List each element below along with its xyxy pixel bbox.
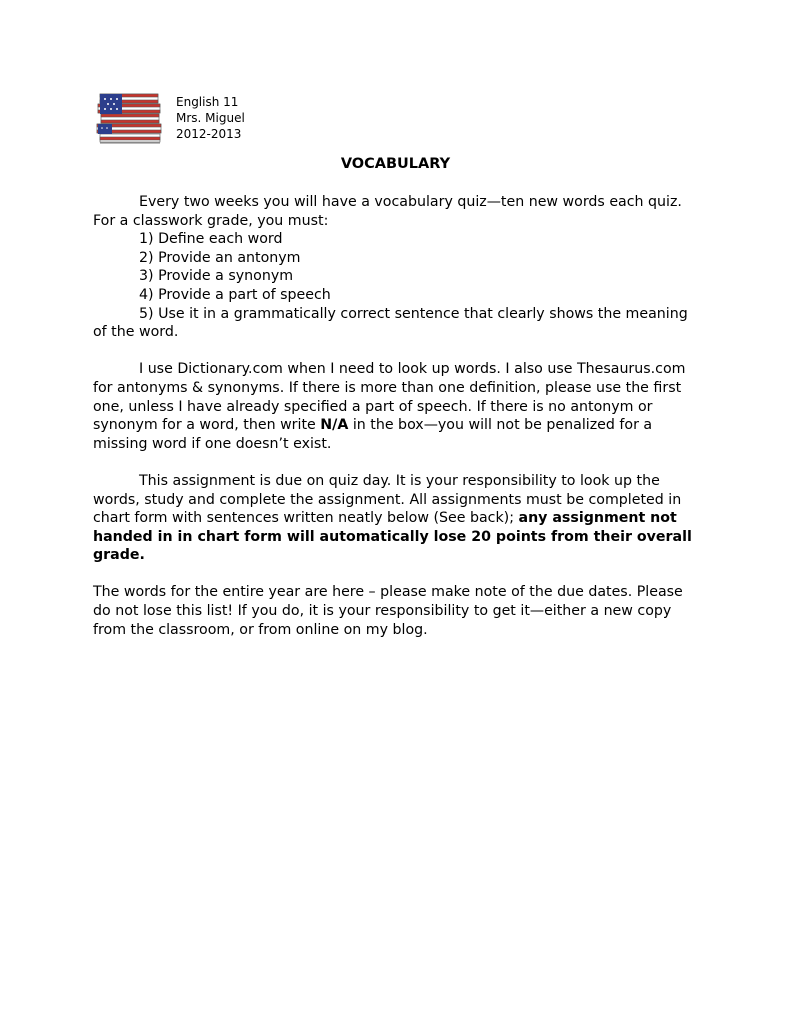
list-item: 4) Provide a part of speech xyxy=(139,286,331,303)
teacher-name: Mrs. Miguel xyxy=(176,111,245,125)
course-name: English 11 xyxy=(176,95,239,109)
list-item: 3) Provide a synonym xyxy=(139,268,294,285)
resources-text-part1: I use Dictionary.com when I need to look up words. I also use Thesaurus.com for antonyms & synonyms. If there is more than one definition, please use the first one, unless I have already specified a part of speech. If there is no antonym or synonym for a word, then write xyxy=(93,361,686,434)
flag-books-icon xyxy=(96,90,166,146)
due-date-text: This assignment is due on quiz day. It is your responsibility to look up the words, study and complete the assignment. All assignments must be completed in chart form with sentences written neatly below (See back); xyxy=(93,472,682,527)
na-emphasis: N/A xyxy=(320,417,349,434)
due-date-paragraph xyxy=(93,472,703,565)
list-item: 2) Provide an antonym xyxy=(139,249,301,266)
word-list-paragraph: The words for the entire year are here – please make note of the due dates. Please do not lose this list! If you do, it is your responsibility to get it—either a new copy from the classroom, or from online on my blog. xyxy=(93,584,683,638)
school-year: 2012-2013 xyxy=(176,127,242,141)
requirements-list xyxy=(93,230,703,342)
list-item: 1) Define each word xyxy=(139,231,283,248)
intro-paragraph: Every two weeks you will have a vocabulary quiz—ten new words each quiz. For a classwork grade, you must: xyxy=(93,194,682,229)
resources-paragraph xyxy=(93,360,703,453)
penalty-warning: any assignment not handed in in chart form will automatically lose 20 points from their overall grade. xyxy=(93,510,692,564)
list-item: 5) Use it in a grammatically correct sentence that clearly shows the meaning of the word. xyxy=(93,305,688,341)
resources-text-part2: in the box—you will not be penalized for a missing word if one doesn’t exist. xyxy=(93,417,653,452)
page-title: VOCABULARY xyxy=(340,156,451,172)
document-body xyxy=(93,193,703,639)
document-header xyxy=(176,94,245,142)
